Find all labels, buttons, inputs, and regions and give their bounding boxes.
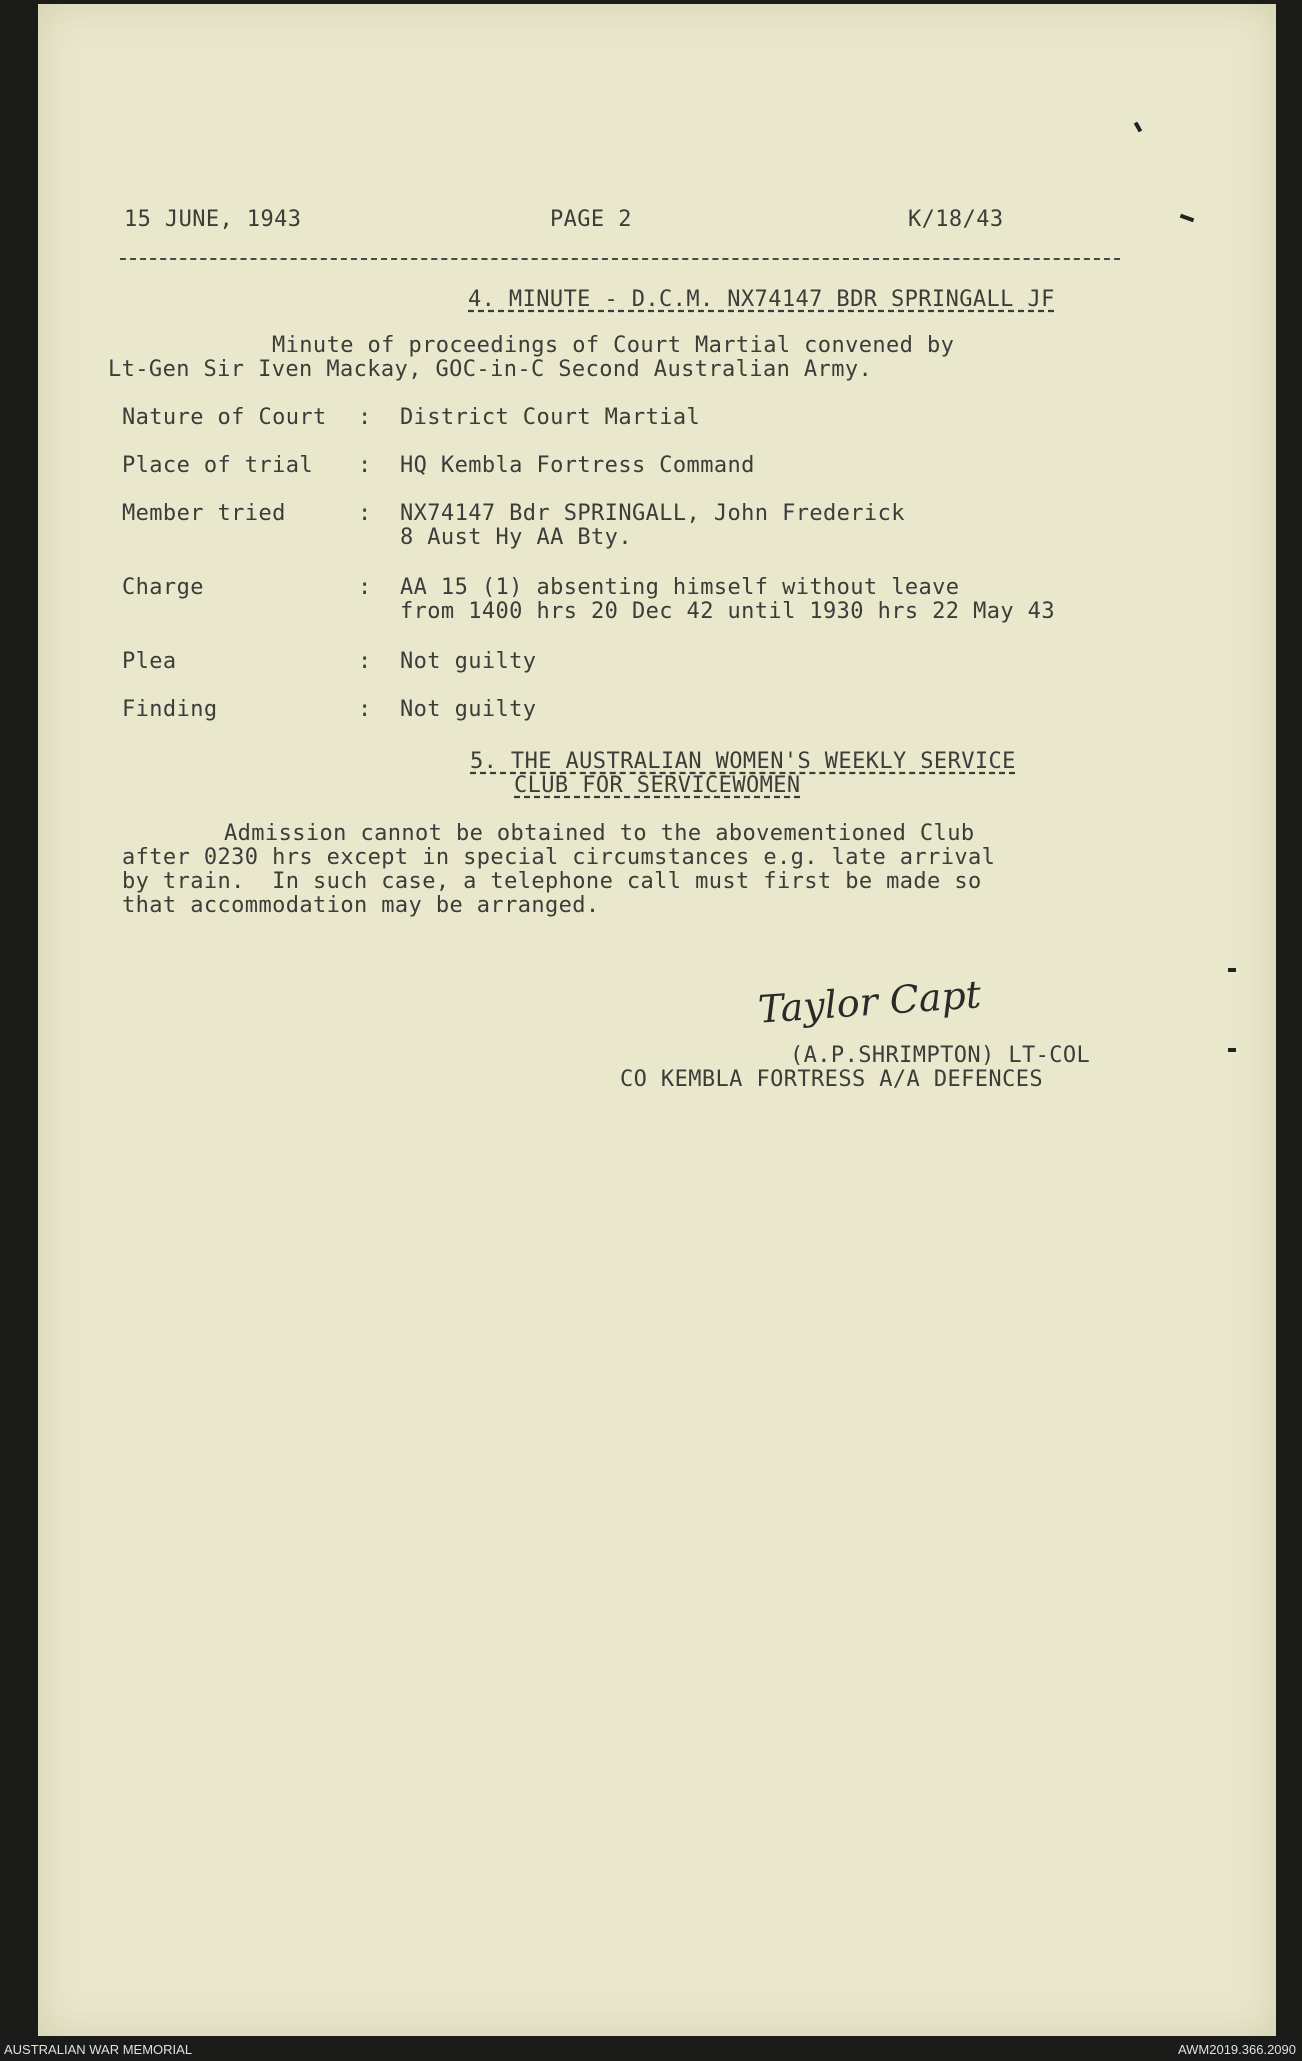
row-value-charge-line2: from 1400 hrs 20 Dec 42 until 1930 hrs 22 May 43: [400, 599, 1055, 624]
section4-intro-line2: Lt-Gen Sir Iven Mackay, GOC-in-C Second Australian Army.: [108, 357, 873, 382]
section4-heading: 4. MINUTE - D.C.M. NX74147 BDR SPRINGALL JF: [468, 287, 1055, 312]
row-value-nature-of-court: District Court Martial: [400, 405, 701, 430]
section5-body-line2: after 0230 hrs except in special circumstances e.g. late arrival: [122, 845, 996, 870]
document-page: [38, 4, 1276, 2036]
row-value-place-of-trial: HQ Kembla Fortress Command: [400, 453, 755, 478]
row-colon: :: [358, 501, 372, 526]
staple-mark: [1180, 214, 1195, 223]
row-value-member-tried-line1: NX74147 Bdr SPRINGALL, John Frederick: [400, 501, 905, 526]
row-value-plea: Not guilty: [400, 649, 537, 674]
row-label-plea: Plea: [122, 649, 177, 674]
section5-heading-line1: 5. THE AUSTRALIAN WOMEN'S WEEKLY SERVICE: [470, 749, 1016, 774]
header-date: 15 JUNE, 1943: [124, 207, 302, 232]
row-label-nature-of-court: Nature of Court: [122, 405, 327, 430]
row-colon: :: [358, 697, 372, 722]
section5-body-line3: by train. In such case, a telephone call must first be made so: [122, 869, 982, 894]
footer-catalogue-id: AWM2019.366.2090: [1177, 2042, 1296, 2057]
row-value-member-tried-line2: 8 Aust Hy AA Bty.: [400, 525, 632, 550]
staple-mark: [1134, 122, 1142, 133]
footer-credit: AUSTRALIAN WAR MEMORIAL: [4, 2042, 193, 2057]
section5-body-line1: Admission cannot be obtained to the abovementioned Club: [224, 821, 975, 846]
row-label-finding: Finding: [122, 697, 218, 722]
row-value-charge-line1: AA 15 (1) absenting himself without leave: [400, 575, 960, 600]
punch-mark: [1228, 1048, 1236, 1052]
row-colon: :: [358, 575, 372, 600]
section5-body-line4: that accommodation may be arranged.: [122, 893, 600, 918]
signatory-title: CO KEMBLA FORTRESS A/A DEFENCES: [620, 1067, 1043, 1092]
header-ref: K/18/43: [908, 207, 1004, 232]
punch-mark: [1228, 968, 1236, 972]
row-label-charge: Charge: [122, 575, 204, 600]
header-rule: [120, 258, 1120, 260]
row-value-finding: Not guilty: [400, 697, 537, 722]
row-label-place-of-trial: Place of trial: [122, 453, 314, 478]
row-colon: :: [358, 453, 372, 478]
row-colon: :: [358, 649, 372, 674]
section4-intro-line1: Minute of proceedings of Court Martial convened by: [272, 333, 955, 358]
section5-heading-line2: CLUB FOR SERVICEWOMEN: [514, 773, 801, 798]
signatory-name: (A.P.SHRIMPTON) LT-COL: [790, 1043, 1091, 1068]
handwritten-signature: Taylor Capt: [756, 972, 983, 1032]
row-label-member-tried: Member tried: [122, 501, 286, 526]
header-page: PAGE 2: [550, 207, 632, 232]
row-colon: :: [358, 405, 372, 430]
